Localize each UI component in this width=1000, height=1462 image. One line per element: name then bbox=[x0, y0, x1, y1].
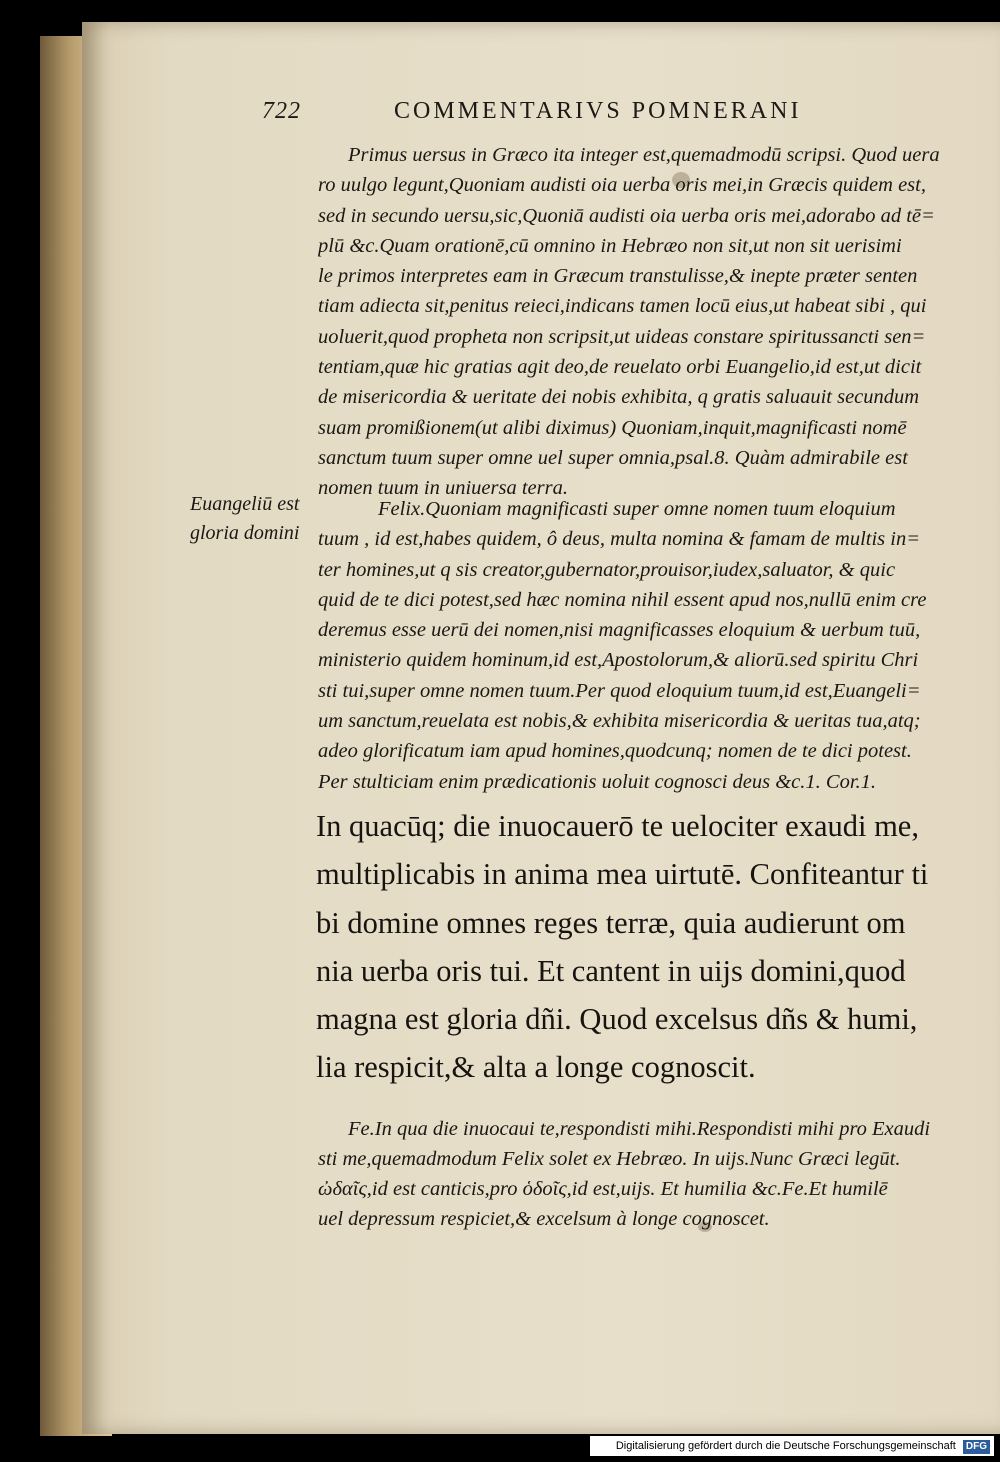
text-line: sanctum tuum super omne uel super omnia,psal.8. Quàm admirabile est bbox=[318, 446, 908, 469]
marginal-line: gloria domini bbox=[190, 522, 300, 544]
text-line: uoluerit,quod propheta non scripsit,ut uideas constare spiritussancti sen= bbox=[318, 325, 926, 348]
text-line: uel depressum respiciet,& excelsum à longe cognoscet. bbox=[318, 1208, 770, 1230]
text-line: um sanctum,reuelata est nobis,& exhibita misericordia & ueritas tua,atq; bbox=[318, 710, 921, 733]
text-line: ter homines,ut q sis creator,gubernator,prouisor,iudex,saluator, & quic bbox=[318, 558, 896, 581]
text-line: sed in secundo uersu,sic,Quoniā audisti oia uerba oris mei,adorabo ad tē= bbox=[318, 204, 935, 227]
text-line: Fe.In qua die inuocaui te,respondisti mihi.Respondisti mihi pro Exaudi bbox=[348, 1118, 931, 1140]
text-line: Per stulticiam enim prædicationis uoluit cognosci deus &c.1. Cor.1. bbox=[318, 770, 877, 793]
scripture-line: In quacūq; die inuocauerō te uelociter exaudi me, bbox=[316, 809, 919, 843]
scripture-line: magna est gloria dñi. Quod excelsus dñs & humi, bbox=[316, 1002, 918, 1037]
folio-number: 722 bbox=[262, 98, 301, 124]
digitization-credit bbox=[590, 1436, 994, 1456]
scripture-line: bi domine omnes reges terræ, quia audierunt om bbox=[316, 905, 906, 940]
text-line: adeo glorificatum iam apud homines,quodcunq; nomen de te dici potest. bbox=[318, 740, 912, 763]
text-line: Felix.Quoniam magnificasti super omne nomen tuum eloquium bbox=[378, 498, 896, 520]
scripture-line: lia respicit,& alta a longe cognoscit. bbox=[316, 1050, 756, 1085]
scripture-line: nia uerba oris tui. Et cantent in uijs domini,quod bbox=[316, 953, 906, 988]
text-line: sti tui,super omne nomen tuum.Per quod eloquium tuum,id est,Euangeli= bbox=[318, 679, 921, 702]
text-line: ro uulgo legunt,Quoniam audisti oia uerba oris mei,in Græcis quidem est, bbox=[318, 174, 926, 197]
text-line: Primus uersus in Græco ita integer est,quemadmodū scripsi. Quod uera bbox=[348, 144, 940, 166]
text-line: deremus esse uerū dei nomen,nisi magnificasses eloquium & uerbum tuū, bbox=[318, 619, 921, 642]
text-line: ὠδαῖς,id est canticis,pro ὁδοῖς,id est,uijs. Et humilia &c.Fe.Et humilē bbox=[318, 1178, 888, 1200]
credit-text: Digitalisierung gefördert durch die Deutsche Forschungsgemeinschaft bbox=[615, 1440, 956, 1452]
dfg-logo: DFG bbox=[963, 1440, 990, 1454]
text-line: ministerio quidem hominum,id est,Apostolorum,& aliorū.sed spiritu Chri bbox=[318, 649, 919, 672]
text-line: de misericordia & ueritate dei nobis exhibita, q gratis saluauit secundum bbox=[318, 386, 920, 409]
text-line: tentiam,quæ hic gratias agit deo,de reuelato orbi Euangelio,id est,ut dicit bbox=[318, 356, 922, 379]
commentary-block-1 bbox=[318, 140, 968, 504]
text-line: sti me,quemadmodum Felix solet ex Hebræo. In uijs.Nunc Græci legūt. bbox=[318, 1148, 901, 1170]
scripture-block bbox=[316, 802, 972, 1092]
marginal-note bbox=[190, 490, 314, 548]
marginal-line: Euangeliū est bbox=[190, 493, 300, 515]
text-line: quid de te dici potest,sed hæc nomina nihil essent apud nos,nullū enim cre bbox=[318, 588, 927, 611]
text-line: tuum , id est,habes quidem, ô deus, multa nomina & famam de multis in= bbox=[318, 528, 921, 551]
text-line: tiam adiecta sit,penitus reieci,indicans tamen locū eius,ut habeat sibi , qui bbox=[318, 295, 927, 318]
text-line: suam promißionem(ut alibi diximus) Quoniam,inquit,magnificasti nomē bbox=[318, 416, 907, 439]
commentary-block-3 bbox=[318, 1114, 968, 1234]
running-head: COMMENTARIVS POMNERANI bbox=[394, 98, 802, 124]
text-line: le primos interpretes eam in Græcum transtulisse,& inepte præter senten bbox=[318, 265, 918, 288]
text-line: nomen tuum in uniuersa terra. bbox=[318, 477, 568, 500]
scripture-line: multiplicabis in anima mea uirtutē. Confiteantur ti bbox=[316, 857, 929, 892]
commentary-block-2 bbox=[318, 494, 968, 797]
page-header bbox=[262, 98, 822, 138]
text-line: plū &c.Quam orationē,cū omnino in Hebræo non sit,ut non sit uerisimi bbox=[318, 234, 902, 257]
